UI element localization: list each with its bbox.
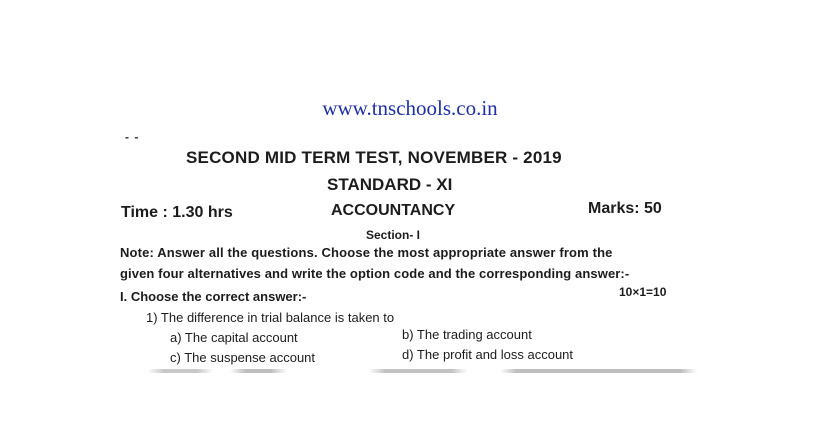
note-line-2: given four alternatives and write the option code and the corresponding answer:-: [120, 266, 630, 281]
website-url: www.tnschools.co.in: [322, 96, 498, 120]
subject-title: ACCOUNTANCY: [331, 202, 456, 219]
cropped-text-line: [0, 369, 820, 373]
standard-label: STANDARD - XI: [327, 175, 453, 194]
question-1-option-a: a) The capital account: [170, 330, 298, 345]
note-line-1: Note: Answer all the questions. Choose the most appropriate answer from the: [120, 245, 613, 260]
section-heading: Section- I: [366, 228, 421, 242]
question-1-option-c: c) The suspense account: [170, 350, 316, 365]
part-score: 10×1=10: [619, 285, 667, 299]
margin-mark: - -: [125, 130, 140, 144]
question-1-option-d: d) The profit and loss account: [402, 347, 574, 362]
part-instruction: I. Choose the correct answer:-: [120, 289, 307, 304]
test-title: SECOND MID TERM TEST, NOVEMBER - 2019: [186, 148, 562, 167]
time-label: Time : 1.30 hrs: [121, 204, 233, 221]
total-marks: Marks: 50: [588, 200, 662, 217]
question-1: 1) The difference in trial balance is taken to: [146, 310, 395, 325]
question-1-option-b: b) The trading account: [402, 327, 532, 342]
